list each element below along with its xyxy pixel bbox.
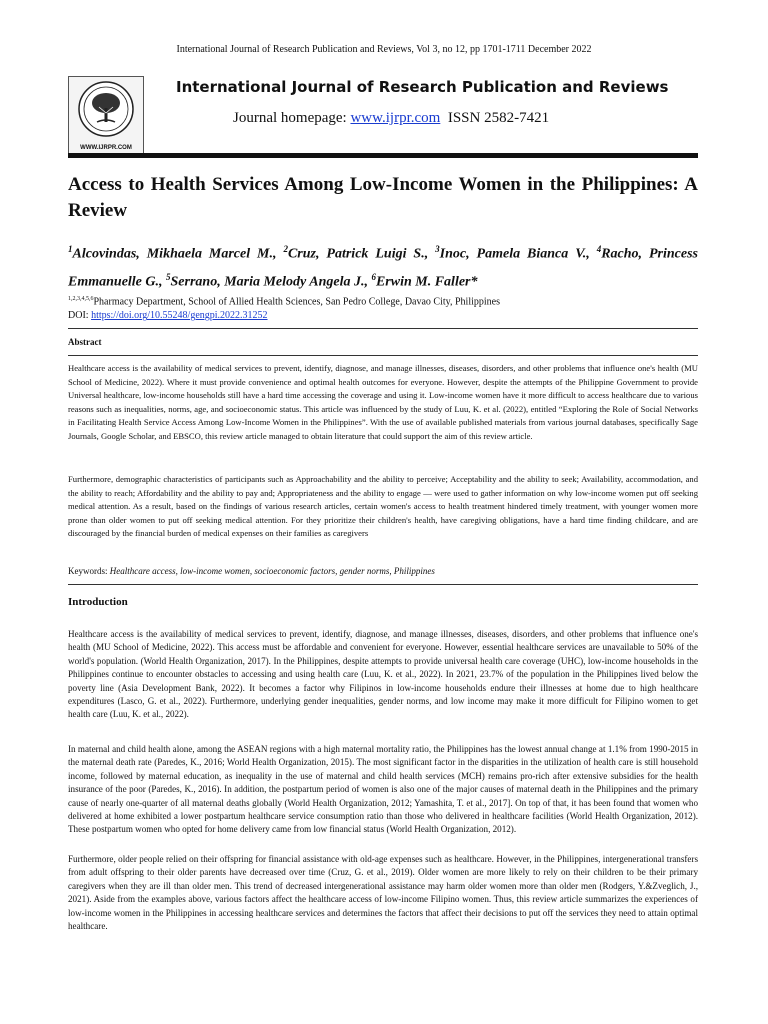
author-sup: 1	[68, 244, 73, 254]
abstract-label-rule	[68, 355, 698, 356]
author-sup: 4	[596, 244, 602, 254]
tree-logo-icon	[75, 80, 137, 138]
doi-line	[68, 309, 698, 323]
intro-paragraph-1: Healthcare access is the availability of medical services to prevent, identify, diagnose, and manage illnesses, diseases, disorders, and other problems that influence one's health (MU School of Medicine, 2022). This access must be affordable and convenient for everyone. However, essential healthcare services are unavailable to 50% of the world's population. (World Health Organization, 2017). In the Philippines, despite attempts to provide universal health care coverage (UHC), low-income households in the Philippines continue to encounter obstacles to accessing and using health care (Luu, K. et al., 2022). In 2021, 23.7% of the population in the Philippines lived below the poverty line (Asia Development Bank, 2022). It becomes a factor why Filipinos in low-income households endure their illnesses at home due to high healthcare expenditures (Lasco, G. et al., 2022). Furthermore, underlying gender inequalities, gender norms, and low income may make it more difficult for Filipino women to get health care (Luu, K. et al., 2022).	[68, 629, 698, 720]
author-name: Alcovindas, Mikhaela Marcel M.,	[72, 246, 284, 262]
affiliation-sup: 1,2,3,4,5,6	[68, 296, 94, 302]
author-list	[68, 238, 698, 293]
affiliation	[68, 292, 698, 309]
journal-homepage-line	[233, 110, 549, 127]
logo-text: WWW.IJRPR.COM	[80, 145, 132, 151]
author-name: Serrano, Maria Melody Angela J.,	[170, 274, 372, 290]
homepage-label: Journal homepage:	[233, 110, 351, 126]
journal-name: International Journal of Research Publication and Reviews	[176, 78, 669, 96]
keywords-value: Healthcare access, low-income women, socioeconomic factors, gender norms, Philippines	[109, 566, 435, 576]
running-head: International Journal of Research Publication and Reviews, Vol 3, no 12, pp 1701-1711 December 2022	[176, 44, 592, 55]
author-sup: 2	[283, 244, 288, 254]
logo-caption	[69, 145, 143, 151]
keywords-label: Keywords:	[68, 566, 110, 576]
masthead-rule	[68, 153, 698, 158]
abstract-paragraph-2: Furthermore, demographic characteristics of participants such as Approachability and the ability to perceive; Acceptability and the ability to seek; Availability, accommodation, and the ability to reach; Affordability and the ability to pay and; Appropriateness and the ability to engage — were used to gather information on why low-income women put off seeking medical attention. As a result, based on the findings of various research articles, certain women's access to health treatment hindered timely treatment, with younger women more prone than older women to put off seeking medical attention. For they prioritize their children's health, have caregiving obligations, have a hard time finding childcare, and are discouraged by the financial burden of medical expenses on their families as caregivers	[68, 474, 698, 539]
journal-logo	[68, 76, 144, 154]
doi-label: DOI:	[68, 310, 92, 322]
journal-masthead	[68, 70, 698, 154]
affiliation-block	[68, 292, 698, 323]
author-sup: 3	[435, 244, 440, 254]
author-sup: 5	[166, 271, 171, 282]
article-title: Access to Health Services Among Low-Income Women in the Philippines: A Review	[68, 174, 698, 221]
introduction-heading: Introduction	[68, 596, 128, 608]
author-sup: 6	[371, 271, 376, 282]
author-name: Erwin M. Faller*	[375, 274, 478, 290]
keywords-line	[68, 566, 698, 576]
doi-link[interactable]: https://doi.org/10.55248/gengpi.2022.31252	[91, 310, 268, 322]
intro-paragraph-3: Furthermore, older people relied on their offspring for financial assistance with old-age expenses such as healthcare. However, in the Philippines, intergenerational transfers from adult offspring to their older parents have decreased over time (Cruz, G. et al., 2019). Older women are more likely to rely on their children to be their primary caregivers when they are ill than older men. This trend of decreased intergenerational assistance may harm older women more than older men (Rodgers, Y.&Zveglich, J., 2021). Aside from the examples above, various factors affect the healthcare access of low-income Filipino women. Thus, this review article summarizes the experiences of low-income women in the Philippines in accessing healthcare services and determines the factors that affect their decisions to put off the services they need to attain optimal healthcare.	[68, 854, 698, 932]
intro-paragraph-2: In maternal and child health alone, among the ASEAN regions with a high maternal mortality ratio, the Philippines has the lowest annual change at 1.1% from 1990-2015 in the maternal death rate (Paredes, K., 2016; World Health Organization, 2015). The most significant factor in the disparities in the utilization of health care is still household income, followed by maternal education, as inequality in the use of maternal and child health services (MCH) remains pro-rich after extensive subsidies for the health insurance of the poor (Paredes, K., 2016). In addition, the postpartum period of women is also one of the major causes of maternal death in the Philippines and the primary cause of nearly one-quarter of all maternal deaths globally (World Health Organization, 2012; Yamashita, T. et al., 2017]. On top of that, it has been found that women who delivered at home exhibited a lower postpartum healthcare service consumption ratio than those who delivered in healthcare facilities (World Health Organization, 2012). These postpartum women who opted for home delivery came from low financial status (World Health Organization, 2012).	[68, 744, 698, 835]
author-name: Inoc, Pamela Bianca V.,	[439, 246, 597, 262]
affiliation-text: Pharmacy Department, School of Allied Health Sciences, San Pedro College, Davao City, Philippines	[93, 296, 500, 308]
abstract-label: Abstract	[68, 337, 102, 347]
abstract-top-rule	[68, 328, 698, 329]
abstract-paragraph-1: Healthcare access is the availability of medical services to prevent, identify, diagnose, and manage illnesses, diseases, disorders, and other problems that influence one's health (MU School of Medicine, 2022). Where it must provide convenience and optimal health outcomes for everyone. However, despite the attempts of the Philippine Government to provide Universal healthcare, low-income households still have a hard time accessing the coverage and using it. Low-income women have it more difficult to access healthcare due to various reasons such as inequalities, norms, age, and socioeconomic status. This article was influenced by the study of Luu, K. et al. (2022), entitled “Exploring the Role of Social Networks in Facilitating Health Service Access Among Low-Income Women in the Philippines”. With the use of available published materials from various journal databases, specifically Sage Journals, Google Scholar, and EBSCO, this review article managed to obtain literature that could support the aim of this review article.	[68, 363, 698, 441]
homepage-link[interactable]: www.ijrpr.com	[350, 110, 441, 126]
keywords-rule	[68, 584, 698, 585]
author-name: Cruz, Patrick Luigi S.,	[287, 246, 436, 262]
issn: ISSN 2582-7421	[447, 110, 550, 126]
author-name: Racho, Princess Emmanuelle G.,	[68, 246, 698, 290]
